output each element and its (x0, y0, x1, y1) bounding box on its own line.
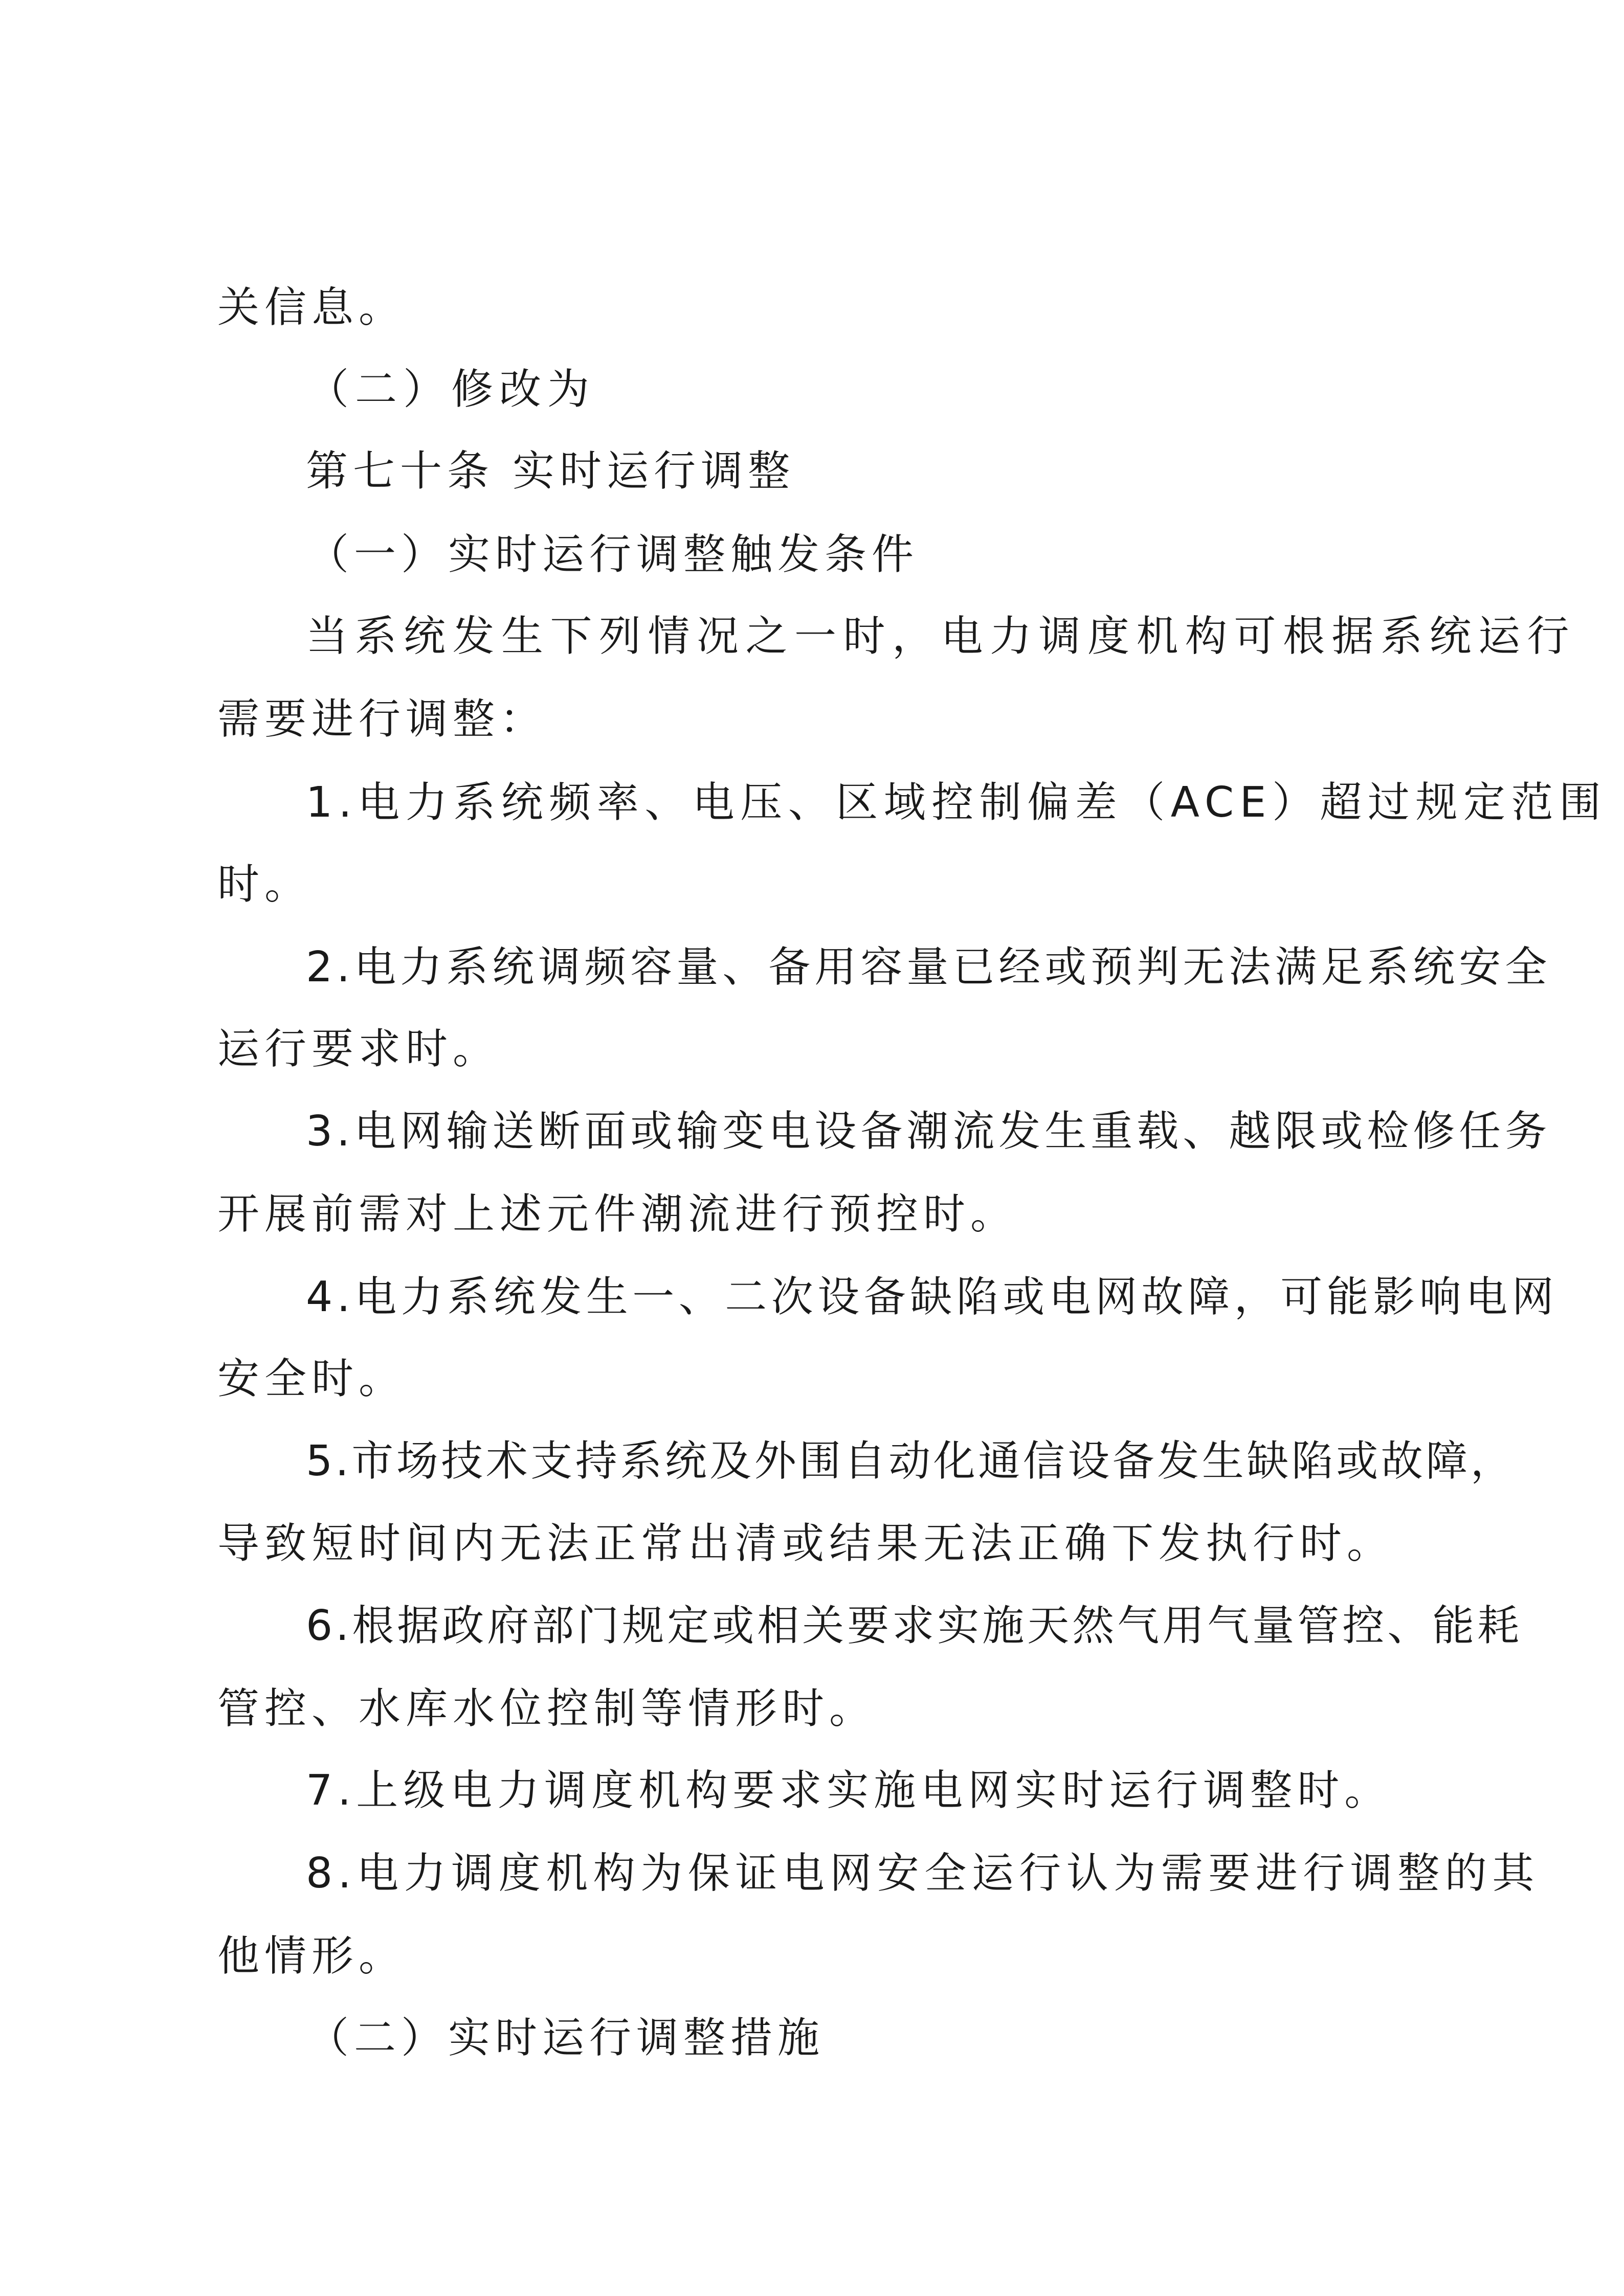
subsection-heading-measures: （二）实时运行调整措施 (307, 2014, 825, 2062)
paragraph-continuation-line: 关信息。 (217, 283, 406, 332)
list-item-6-line: 管控、水库水位控制等情形时。 (217, 1684, 877, 1733)
list-item-8-line: 他情形。 (217, 1932, 406, 1980)
list-item-1-line: 1.电力系统频率、电压、区域控制偏差（ACE）超过规定范围 (306, 778, 1607, 827)
list-item-3-line: 3.电网输送断面或输变电设备潮流发生重载、越限或检修任务 (306, 1107, 1551, 1156)
section-heading-amend: （二）修改为 (307, 365, 596, 414)
article-heading: 第七十条 实时运行调整 (306, 447, 795, 496)
list-item-6-line: 6.根据政府部门规定或相关要求实施天然气用气量管控、能耗 (306, 1602, 1523, 1650)
list-item-8-line: 8.电力调度机构为保证电网安全运行认为需要进行调整的其 (306, 1849, 1540, 1898)
list-item-5-line: 导致短时间内无法正常出清或结果无法正确下发执行时。 (217, 1519, 1394, 1568)
list-item-4-line: 4.电力系统发生一、二次设备缺陷或电网故障，可能影响电网 (306, 1273, 1559, 1321)
paragraph-line: 当系统发生下列情况之一时，电力调度机构可根据系统运行 (306, 612, 1576, 661)
list-item-7-line: 7.上级电力调度机构要求实施电网实时运行调整时。 (306, 1766, 1392, 1815)
subsection-heading-trigger: （一）实时运行调整触发条件 (307, 530, 919, 579)
list-item-3-line: 开展前需对上述元件潮流进行预控时。 (217, 1190, 1018, 1239)
list-item-2-line: 运行要求时。 (217, 1025, 500, 1073)
paragraph-line: 需要进行调整： (217, 695, 547, 744)
list-item-4-line: 安全时。 (217, 1355, 406, 1403)
list-item-5-line: 5.市场技术支持系统及外围自动化通信设备发生缺陷或故障， (306, 1437, 1516, 1485)
list-item-2-line: 2.电力系统调频容量、备用容量已经或预判无法满足系统安全 (306, 943, 1551, 992)
list-item-1-line: 时。 (217, 860, 312, 909)
